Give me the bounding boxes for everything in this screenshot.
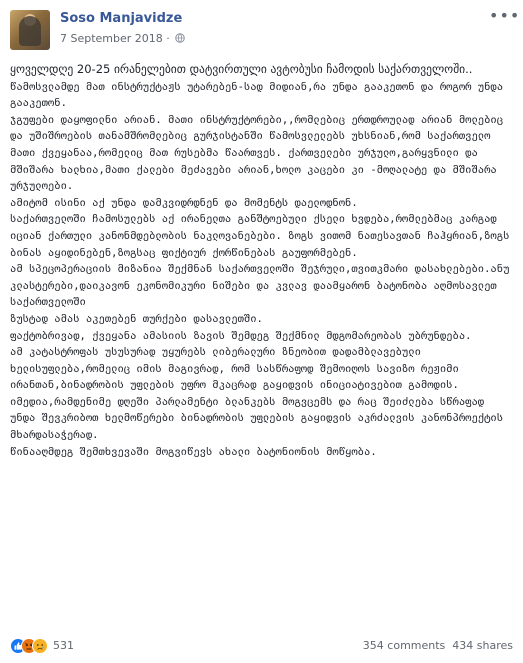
more-options-button[interactable]: ••• [489,6,521,25]
post-paragraph: წინააღმდეგ შემთხვევაში მოგვიწევს ახალი ბატონიონის მოწყობა. [10,445,377,458]
sad-icon [32,638,48,654]
post-footer [10,638,513,656]
post-meta [60,32,185,45]
avatar[interactable] [10,10,50,50]
post-paragraph: ამ კატასტროფას უსუსურად უყურებს ლიბერალური ზნეობით დადამბლავებული ხელისუფლება,რომელიც იმის მაგივრად, რომ სასწრაფოდ შემოიღოს სავიზო რეჟიმი ირანთან,ბინადრობის უფლების უფრო მკაცრად გაყიდვის ინიციატივებით გამოდის. [10,346,459,392]
engagement-counts [363,639,513,652]
post-body [10,61,513,460]
post-paragraph: ჯგუფები დაყოფილნი არიან. მათი ინსტრუქტორები,,რომლებიც ერთდროულად არიან მოლებიც და უშიშროების თანამშრომლებიც გურჯისტანში წამოსვლელებს უხსნიან,რომ საქართველო მათი ქვეყანაა,რომელიც მათ რუსებმა წაართვეს. ქართველები ურჯულო,გარყვნილი და მშიშარა ხალხია,მათი ქალები მეძავები არიან,ხოლო კაცები კი -მოღალატე და მშიშარა ურჯულოები. [10,113,504,193]
post-paragraph: იმედია,რამდენიმე დღეში პარლამენტი ბლანკებს მოგვცემს და რაც შეიძლება სწრაფად უნდა შევკრიბოთ ხელმოწერები ბინადრობის უფლების გაყიდვის აკრძალვის კანონპროექტის მხარდასაჭერად. [10,395,504,442]
post-paragraph: ფაქტობრივად, ქვეყანა ამასიის ზავის შემდეგ შექმნილ მდგომარეობას უბრუნდება. [10,329,472,342]
post-paragraph: ამიტომ ისინი აქ უნდა დამკვიდრდნენ და მომენტს დაელოდნონ. [10,196,358,209]
comments-count-link[interactable]: 354 comments [362,639,446,652]
post-paragraph: საქართველოში ჩამოსულებს აქ ირანელთა განშტოებული ქსელი ხვდება,რომლებმაც კარგად იციან ქართული კანონმდებლობის ნაკლოვანებები. ზოგს ვითომ ნათესავთან ჩაჰყრიან,ზოგს ბინას აყიდინებენ,ზოგსაც ფიქტიურ ქორწინებას გაუფორმებენ. [10,213,510,259]
author-name-link[interactable]: Soso Manjavidze [60,11,183,26]
post-paragraph: ამ სპეცოპერაციის მიზანია შექმნან საქართველოში შეჯრული,თვითკმარი დასახლებები.ანუ კლასტერები,დაიკავონ ეკონომიკური ნიშები და კვლავ დაამყარონ ბატონობა აღმოსავლეთ საქართველოში [10,263,510,309]
post-date-link[interactable]: 7 September 2018 · [60,32,170,45]
reaction-count[interactable]: 531 [53,639,74,652]
post-header [10,6,521,54]
avatar-figure-shape [19,16,41,46]
post-paragraph: ყოველდღე 20-25 ირანელებით დატვირთული ავტობუსი ჩამოდის საქართველოში.. [10,62,473,76]
post-paragraph: ზუსტად ამას აკეთებენ თურქები დასავლეთში. [10,312,263,325]
globe-icon[interactable] [175,33,185,43]
shares-count-link[interactable]: 434 shares [452,639,513,652]
post-paragraph: წამოსვლამდე მათ ინსტრუქტაჟს უტარებენ-სად მიდიან,რა უნდა გააკეთონ და როგორ უნდა გააკეთონ. [10,80,504,110]
